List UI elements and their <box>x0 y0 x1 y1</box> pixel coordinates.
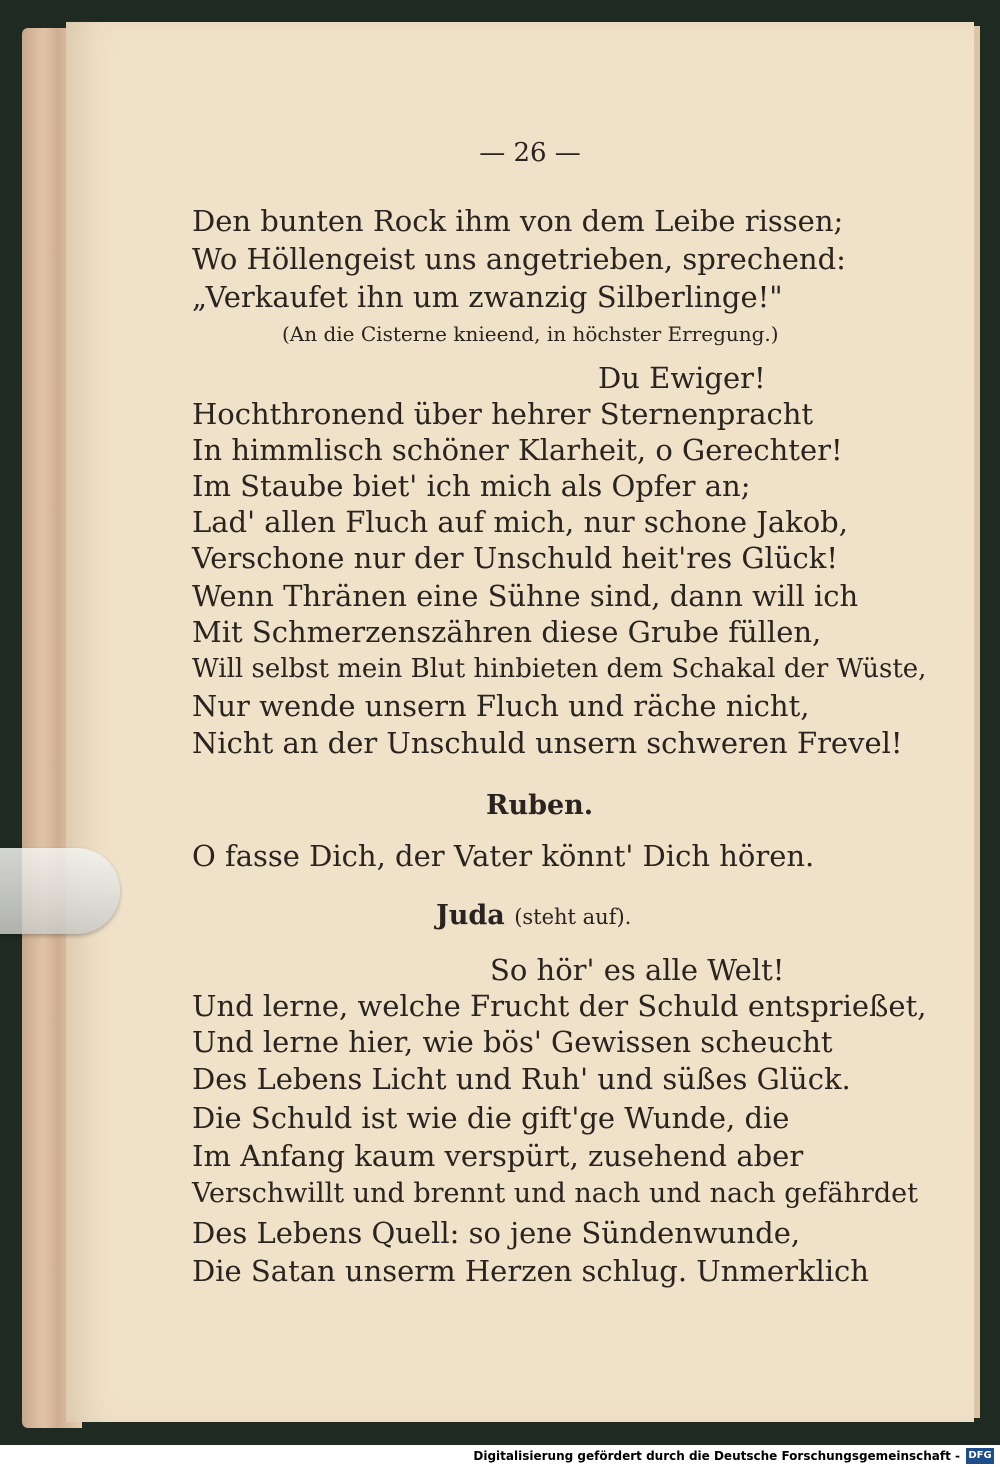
verse-line: Du Ewiger! <box>598 361 766 395</box>
verse-line: Nicht an der Unschuld unsern schweren Frevel! <box>192 726 903 760</box>
verse-line: Lad' allen Fluch auf mich, nur schone Jakob, <box>192 505 848 539</box>
verse-line: Hochthronend über hehrer Sternenpracht <box>192 397 814 431</box>
verse-line: Mit Schmerzenszähren diese Grube füllen, <box>192 615 822 649</box>
verse-line: Wo Höllengeist uns angetrieben, sprechend: <box>192 242 846 276</box>
verse-line: Und lerne, welche Frucht der Schuld entsprießet, <box>192 989 927 1023</box>
speaker-name: Juda <box>436 900 505 931</box>
verse-line: Den bunten Rock ihm von dem Leibe rissen; <box>192 204 844 238</box>
verse-line: Im Staube biet' ich mich als Opfer an; <box>192 469 751 503</box>
verse-line: „Verkaufet ihn um zwanzig Silberlinge!" <box>192 280 783 314</box>
stage-direction: (steht auf). <box>514 905 632 929</box>
verse-line: Verschwillt und brennt und nach und nach gefährdet <box>192 1178 918 1209</box>
verse-line: O fasse Dich, der Vater könnt' Dich hören. <box>192 839 815 873</box>
footer-credit: Digitalisierung gefördert durch die Deutsche Forschungsgemeinschaft - <box>473 1449 960 1463</box>
digitization-footer <box>0 1445 1000 1467</box>
verse-line: Und lerne hier, wie bös' Gewissen scheucht <box>192 1025 833 1059</box>
book-clip <box>0 848 120 934</box>
verse-line: Nur wende unsern Fluch und räche nicht, <box>192 689 810 723</box>
verse-line: Die Satan unserm Herzen schlug. Unmerklich <box>192 1254 869 1288</box>
speaker-name: Ruben. <box>486 790 594 821</box>
speaker-heading <box>436 900 631 931</box>
verse-line: Wenn Thränen eine Sühne sind, dann will ich <box>192 579 859 613</box>
verse-line: Verschone nur der Unschuld heit'res Glück! <box>192 541 838 575</box>
dfg-logo: DFG <box>966 1448 994 1464</box>
verse-line: So hör' es alle Welt! <box>490 953 785 987</box>
verse-line: Des Lebens Quell: so jene Sündenwunde, <box>192 1216 801 1250</box>
verse-line: Im Anfang kaum verspürt, zusehend aber <box>192 1139 804 1173</box>
stage-direction: (An die Cisterne knieend, in höchster Erregung.) <box>282 322 779 346</box>
verse-line: Die Schuld ist wie die gift'ge Wunde, die <box>192 1101 790 1135</box>
page-number: — 26 — <box>479 138 581 168</box>
verse-line: Des Lebens Licht und Ruh' und süßes Glück. <box>192 1062 851 1096</box>
verse-line: In himmlisch schöner Klarheit, o Gerechter! <box>192 433 843 467</box>
verse-line: Will selbst mein Blut hinbieten dem Schakal der Wüste, <box>192 654 927 684</box>
